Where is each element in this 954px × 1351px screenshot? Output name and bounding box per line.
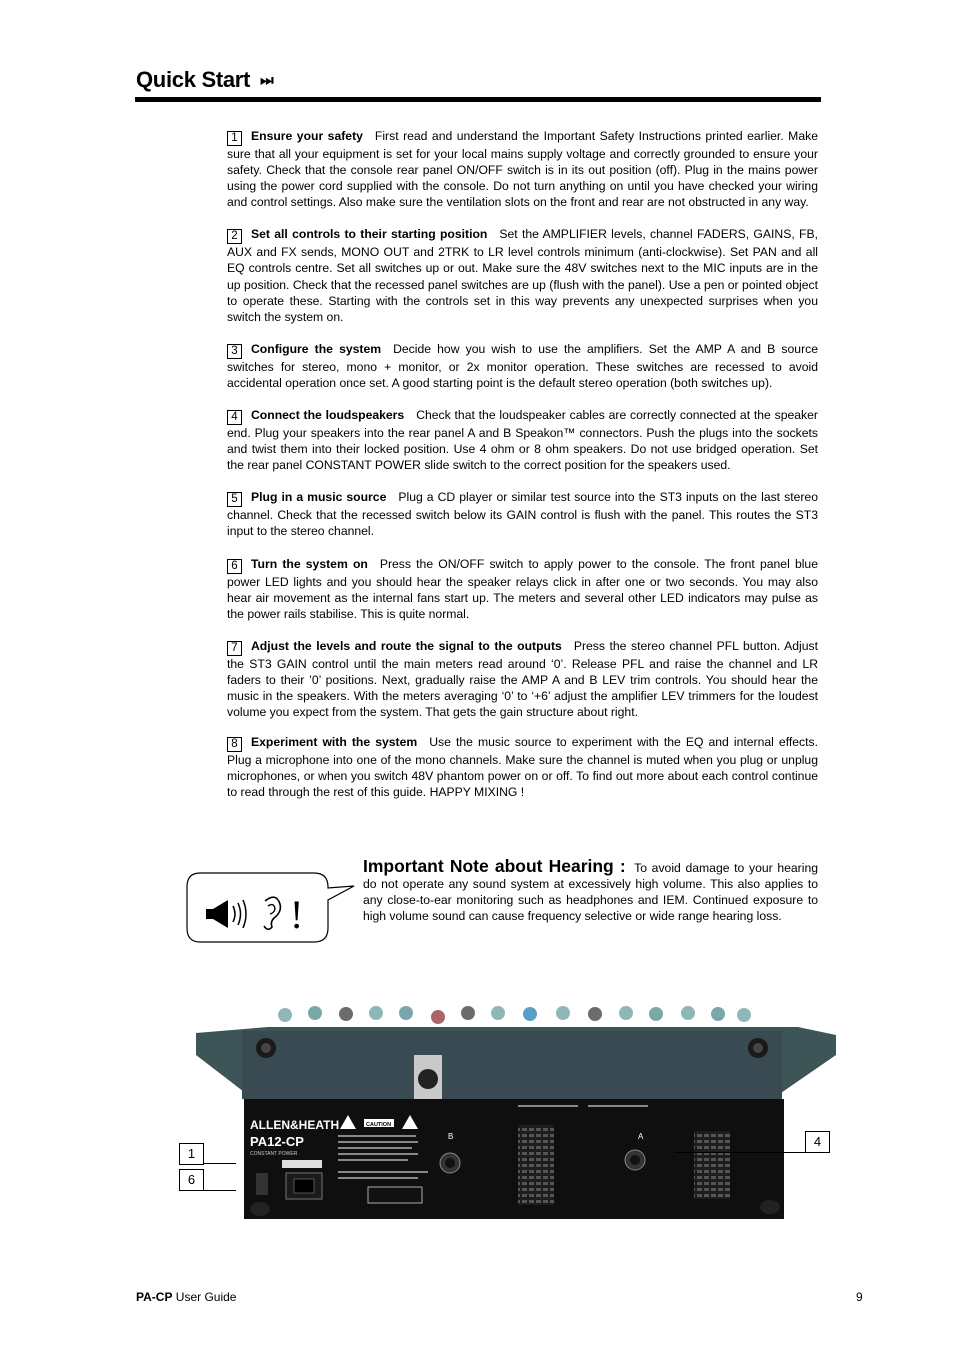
step-heading: Experiment with the system (251, 735, 418, 750)
step-text: Check that the loudspeaker cables are correctly connected at the speaker end. Plug your speakers into the rear panel A and B Speakon™ connectors. Push the plugs into the sockets and twist them into their locked position. Use 4 ohm or 8 ohm speakers. Do not use bridged operation. Set the rear panel CONSTANT POWER slide switch to the correct position for the speakers used. (227, 408, 818, 473)
footer-guide-bold: PA-CP (136, 1290, 173, 1304)
hearing-note-title: Important Note about Hearing : (363, 856, 626, 876)
mixer-rear-panel-photo (178, 995, 840, 1230)
step-heading: Ensure your safety (251, 129, 363, 143)
step-number: 2 (227, 229, 242, 244)
step-number: 1 (227, 131, 242, 146)
speaker-b-label: B (448, 1132, 454, 1141)
callout-4-line (674, 1152, 805, 1153)
quick-start-steps (227, 128, 818, 800)
fast-forward-icon: ⏭ (260, 72, 274, 89)
step-7 (227, 638, 818, 720)
step-heading: Turn the system on (251, 556, 368, 571)
step-heading: Connect the loudspeakers (251, 408, 405, 423)
step-8 (227, 734, 818, 800)
step-heading: Configure the system (251, 341, 382, 356)
step-1 (227, 128, 818, 210)
step-text: Decide how you wish to use the amplifiers. Set the AMP A and B source switches for stereo, mono + monitor, or 2x monitor operation. These switches are recessed to avoid accidental operation once set. A good starting point is the default stereo operation (both switches up). (227, 341, 819, 390)
step-text: First read and understand the Important Safety Instructions printed earlier. Make sure that all your equipment is set for your local mains supply voltage and correctly grounded to ensure your safety. Check that the console rear panel ON/OFF switch is in its out position (off). Plug in the mains power using the power cord supplied with the console. Do not turn anything on until you have checked your wiring and control settings. Also make sure the ventilation slots on the front and rear are not obstructed in any way. (227, 129, 818, 210)
callout-1-line (204, 1163, 236, 1164)
page-title-text: Quick Start (136, 67, 251, 92)
knob-row (278, 1006, 751, 1024)
step-heading: Plug in a music source (251, 490, 387, 505)
model-label: PA12-CP (250, 1134, 304, 1149)
step-text: Use the music source to experiment with the EQ and internal effects. Plug a microphone into one of the mono channels. Make sure the channel is muted when you plug or unplug microphones, or when you switch 48V phantom power on or off. To find out more about each control continue to read through the rest of this guide. HAPPY MIXING ! (227, 735, 818, 800)
vent-left (518, 1125, 554, 1205)
step-number: 4 (227, 410, 242, 425)
caution-label: CAUTION (366, 1122, 392, 1128)
footer-guide-rest: User Guide (172, 1290, 237, 1304)
step-number: 8 (227, 737, 242, 752)
callout-6: 6 (179, 1169, 204, 1191)
step-4 (227, 407, 818, 473)
brand-label: ALLEN&HEATH (250, 1118, 340, 1132)
exclamation-mark: ! (290, 892, 304, 937)
page-number: 9 (856, 1290, 863, 1304)
page-title (136, 67, 273, 93)
hearing-note (363, 858, 818, 924)
step-heading: Set all controls to their starting position (251, 227, 488, 242)
step-number: 6 (227, 559, 242, 574)
step-6 (227, 556, 818, 622)
step-text: Press the stereo channel PFL button. Adjust the ST3 GAIN control until the main meters read around ‘0’. Release PFL and raise the channel and LR faders to their ’0’ positions. Next, gradually raise the AMP A and B LEV trim controls. You should hear the music in the speakers. With the meters averaging ‘0’ to ‘+6’ adjust the amplifier LEV trimmers for the loudest volume you expect from the system. That gets the gain structure about right. (227, 638, 818, 720)
vent-right (694, 1131, 730, 1199)
step-number: 7 (227, 641, 242, 656)
step-2 (227, 226, 818, 324)
speaker-a-label: A (638, 1132, 644, 1141)
step-5 (227, 489, 818, 539)
step-text: Press the ON/OFF switch to apply power to the console. The front panel blue power LED lights and you should hear the speaker relays click in after one or two seconds. You may also hear air movement as the internal fans start up. The meters and several other LED indicators may pulse as the power rails stabilise. This is quite normal. (227, 556, 818, 621)
step-heading: Adjust the levels and route the signal to the outputs (251, 638, 562, 653)
callout-4: 4 (805, 1131, 830, 1153)
step-number: 3 (227, 344, 242, 359)
step-3 (227, 341, 818, 391)
step-text: Plug a CD player or similar test source into the ST3 inputs on the last stereo channel. Check that the recessed switch below its GAIN control is flush with the panel. This routes the ST3 input to the stereo channel. (227, 490, 818, 539)
title-rule (135, 97, 821, 102)
step-number: 5 (227, 492, 242, 507)
footer-guide-name (136, 1290, 236, 1304)
callout-1: 1 (179, 1143, 204, 1165)
step-text: Set the AMPLIFIER levels, channel FADERS, GAINS, FB, AUX and FX sends, MONO OUT and 2TRK to LR level controls minimum (anti-clockwise). Set PAN and all EQ controls centre. Set all switches up or out. Make sure the 48V switches next to the MIC inputs are in the up position. Check that the recessed panel switches are up (flush with the panel). Use a pen or pointed object to operate these. Starting with the controls set in this way prevents any unexpected surprises when you switch the system on. (227, 227, 818, 324)
callout-6-line (204, 1190, 236, 1191)
hearing-note-text: To avoid damage to your hearing do not operate any sound system at excessively high volume. This also applies to any close-to-ear monitoring such as headphones and IEM. Continued exposure to high volume sound can cause frequency selective or wide range hearing loss. (363, 861, 819, 923)
hearing-warning-icon (186, 870, 358, 946)
model-sub-label: CONSTANT POWER (250, 1151, 298, 1157)
